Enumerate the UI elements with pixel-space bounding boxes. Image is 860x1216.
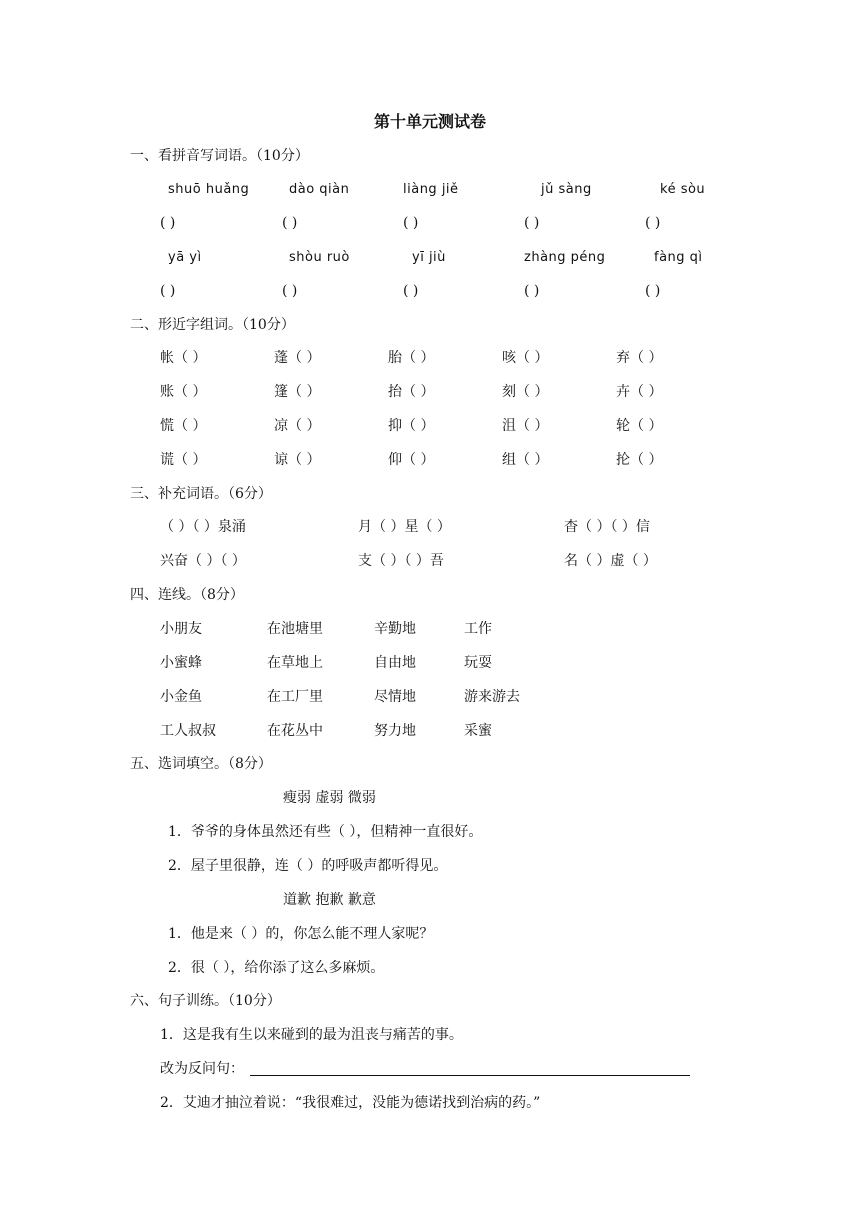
char-word-item[interactable]: 刻（ ） [502, 384, 549, 400]
fill-question[interactable]: 2．很（ ），给你添了这么多麻烦。 [168, 960, 385, 976]
section-5-heading: 五、选词填空。（8分） [130, 756, 272, 772]
pinyin-item: zhàng péng [524, 250, 606, 265]
section-6-heading: 六、句子训练。（10分） [130, 993, 281, 1009]
match-subject[interactable]: 小朋友 [160, 621, 202, 637]
match-place[interactable]: 在池塘里 [267, 621, 323, 637]
char-word-item[interactable]: 卉（ ） [616, 384, 663, 400]
idiom-item[interactable]: 兴奋（ ）（ ） [160, 553, 246, 569]
match-action[interactable]: 玩耍 [464, 655, 492, 671]
section-4-heading: 四、连线。（8分） [130, 587, 244, 603]
match-place[interactable]: 在草地上 [267, 655, 323, 671]
char-word-item[interactable]: 沮（ ） [502, 418, 549, 434]
answer-blank[interactable]: ( ) [403, 283, 419, 299]
char-word-item[interactable]: 谎（ ） [160, 452, 207, 468]
answer-blank[interactable]: ( ) [524, 283, 540, 299]
char-word-item[interactable]: 抡（ ） [616, 452, 663, 468]
answer-blank[interactable]: ( ) [282, 215, 298, 231]
match-place[interactable]: 在花丛中 [267, 723, 323, 739]
match-subject[interactable]: 小蜜蜂 [160, 655, 202, 671]
char-word-item[interactable]: 胎（ ） [388, 350, 435, 366]
sentence-question: 1．这是我有生以来碰到的最为沮丧与痛苦的事。 [160, 1027, 463, 1043]
match-manner[interactable]: 尽情地 [374, 689, 416, 705]
fill-question[interactable]: 2．屋子里很静，连（ ）的呼吸声都听得见。 [168, 858, 448, 874]
pinyin-item: ké sòu [660, 182, 706, 197]
char-word-item[interactable]: 组（ ） [502, 452, 549, 468]
rewrite-label: 改为反问句： [160, 1061, 244, 1077]
match-manner[interactable]: 自由地 [374, 655, 416, 671]
char-word-item[interactable]: 仰（ ） [388, 452, 435, 468]
char-word-item[interactable]: 账（ ） [160, 384, 207, 400]
match-manner[interactable]: 努力地 [374, 723, 416, 739]
answer-blank[interactable]: ( ) [645, 215, 661, 231]
pinyin-item: shuō huǎng [168, 182, 250, 197]
answer-blank[interactable]: ( ) [160, 283, 176, 299]
answer-line[interactable] [250, 1075, 690, 1076]
answer-blank[interactable]: ( ) [524, 215, 540, 231]
char-word-item[interactable]: 篷（ ） [274, 384, 321, 400]
char-word-item[interactable]: 弃（ ） [616, 350, 663, 366]
fill-question[interactable]: 1．他是来（ ）的，你怎么能不理人家呢？ [168, 926, 434, 942]
char-word-item[interactable]: 慌（ ） [160, 418, 207, 434]
answer-blank[interactable]: ( ) [160, 215, 176, 231]
idiom-item[interactable]: 名（ ）虚（ ） [564, 553, 657, 569]
answer-blank[interactable]: ( ) [645, 283, 661, 299]
char-word-item[interactable]: 抬（ ） [388, 384, 435, 400]
match-subject[interactable]: 小金鱼 [160, 689, 202, 705]
pinyin-item: yī jiù [412, 250, 446, 265]
char-word-item[interactable]: 轮（ ） [616, 418, 663, 434]
match-action[interactable]: 采蜜 [464, 723, 492, 739]
match-manner[interactable]: 辛勤地 [374, 621, 416, 637]
section-3-heading: 三、补充词语。（6分） [130, 486, 272, 502]
char-word-item[interactable]: 抑（ ） [388, 418, 435, 434]
pinyin-item: yā yì [168, 250, 202, 265]
char-word-item[interactable]: 谅（ ） [274, 452, 321, 468]
pinyin-item: fàng qì [654, 250, 703, 265]
answer-blank[interactable]: ( ) [403, 215, 419, 231]
fill-question[interactable]: 1．爷爷的身体虽然还有些（ ），但精神一直很好。 [168, 824, 483, 840]
pinyin-item: jǔ sàng [541, 182, 592, 197]
char-word-item[interactable]: 凉（ ） [274, 418, 321, 434]
match-place[interactable]: 在工厂里 [267, 689, 323, 705]
idiom-item[interactable]: （ ）（ ）泉涌 [160, 519, 246, 535]
idiom-item[interactable]: 杳（ ）（ ）信 [564, 519, 650, 535]
section-1-heading: 一、看拼音写词语。（10分） [130, 148, 309, 164]
word-choices: 瘦弱 虚弱 微弱 [283, 790, 376, 806]
match-subject[interactable]: 工人叔叔 [160, 723, 216, 739]
match-action[interactable]: 工作 [464, 621, 492, 637]
sentence-question: 2．艾迪才抽泣着说：“我很难过，没能为德诺找到治病的药。” [160, 1095, 541, 1111]
section-2-heading: 二、形近字组词。（10分） [130, 317, 295, 333]
match-action[interactable]: 游来游去 [464, 689, 520, 705]
pinyin-item: dào qiàn [289, 182, 350, 197]
char-word-item[interactable]: 蓬（ ） [274, 350, 321, 366]
char-word-item[interactable]: 咳（ ） [502, 350, 549, 366]
answer-blank[interactable]: ( ) [282, 283, 298, 299]
char-word-item[interactable]: 帐（ ） [160, 350, 207, 366]
idiom-item[interactable]: 支（ ）（ ）吾 [358, 553, 444, 569]
pinyin-item: liàng jiě [403, 182, 459, 197]
page-title: 第十单元测试卷 [373, 112, 486, 131]
idiom-item[interactable]: 月（ ）星（ ） [358, 519, 451, 535]
pinyin-item: shòu ruò [289, 250, 350, 265]
word-choices: 道歉 抱歉 歉意 [283, 892, 376, 908]
